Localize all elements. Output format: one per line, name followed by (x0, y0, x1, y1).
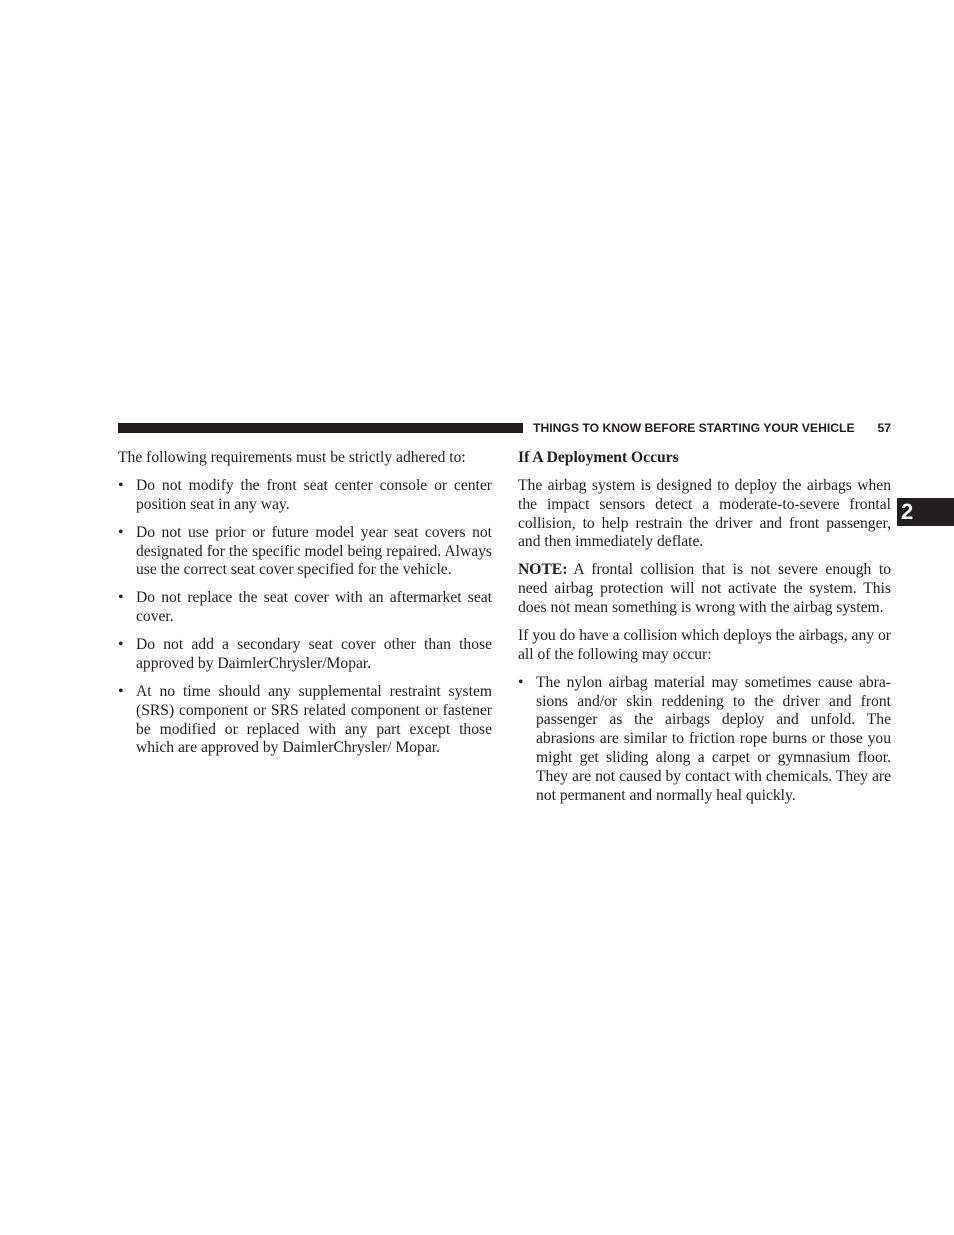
list-item-text: Do not use prior or future model year seat covers not designated for the specific model being repaired. Always use the correct seat cover specified for the vehicle. (136, 523, 492, 579)
list-item (518, 674, 891, 806)
bullet-icon: • (118, 682, 124, 700)
bullet-icon: • (118, 476, 124, 494)
left-column (118, 449, 492, 767)
effects-list (518, 674, 891, 806)
deployment-paragraph: The airbag system is designed to deploy the airbags when the impact sensors detect a moderate-to-severe frontal collision, to help restrain the driver and front passenger, and then immediately deflate. (518, 476, 891, 551)
note-label: NOTE: (518, 561, 568, 579)
list-item (118, 477, 492, 515)
list-item (118, 683, 492, 758)
note-paragraph (518, 561, 891, 617)
section-heading: If A Deployment Occurs (518, 449, 679, 466)
bullet-icon: • (118, 523, 124, 541)
list-item-text: The nylon airbag material may sometimes cause abrasions and/or skin reddening to the driver and front passenger as the airbags deploy and unfold. The abrasions are similar to friction rope burns or those you might get sliding along a carpet or gymnasium floor. They are not caused by contact with chemicals. They are not permanent and normally heal quickly. (536, 673, 891, 804)
list-item (118, 524, 492, 580)
collision-paragraph: If you do have a collision which deploys the airbags, any or all of the following may occur: (518, 626, 891, 663)
list-item-text: Do not modify the front seat center console or center position seat in any way. (136, 476, 492, 513)
right-column (518, 449, 891, 814)
page-number: 57 (877, 421, 891, 435)
list-item-text: At no time should any supplemental restraint system (SRS) component or SRS related component or fastener be modified or replaced with any part except those which are approved by DaimlerChrysler/ Mopar. (136, 682, 492, 757)
bullet-icon: • (118, 636, 124, 654)
requirements-intro: The following requirements must be strictly adhered to: (118, 449, 466, 466)
header-rule (118, 423, 523, 433)
running-header (533, 420, 891, 436)
requirements-list (118, 477, 492, 758)
list-item-text: Do not add a secondary seat cover other than those approved by DaimlerChrysler/Mopar. (136, 636, 492, 672)
chapter-tab: 2 (897, 498, 954, 526)
bullet-icon: • (118, 589, 124, 607)
list-item-text: Do not replace the seat cover with an aftermarket seat cover. (136, 589, 492, 626)
section-title: THINGS TO KNOW BEFORE STARTING YOUR VEHICLE (533, 421, 855, 435)
note-text: A frontal collision that is not severe enough to need airbag protection will not activate the system. This does not mean something is wrong with the airbag system. (518, 561, 891, 616)
bullet-icon: • (518, 673, 524, 691)
list-item (118, 636, 492, 674)
list-item (118, 589, 492, 627)
